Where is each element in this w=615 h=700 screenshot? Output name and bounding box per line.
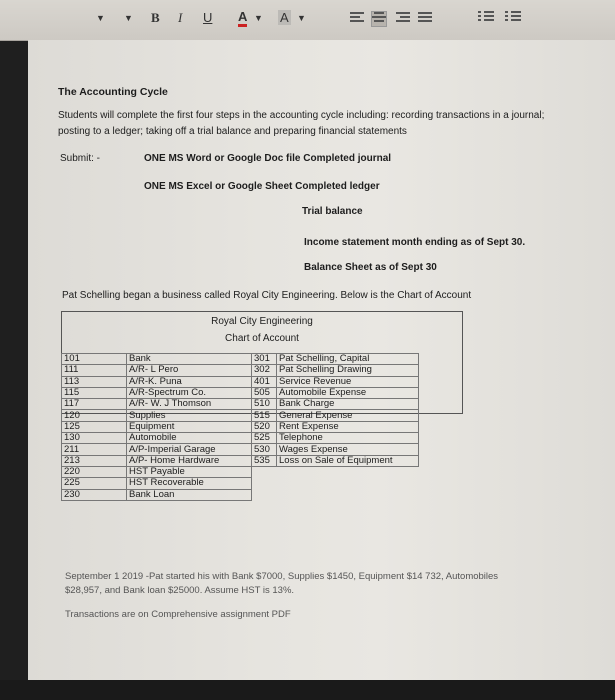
account-number: 510: [252, 399, 277, 410]
chart-of-accounts-table: [61, 353, 419, 501]
account-name: [277, 489, 419, 500]
table-row: [62, 455, 419, 466]
align-justify-icon[interactable]: [418, 12, 432, 26]
account-name: HST Payable: [127, 466, 252, 477]
account-number: 115: [62, 387, 127, 398]
account-name: A/P-Imperial Garage: [127, 444, 252, 455]
account-name: [277, 466, 419, 477]
account-name: Automobile Expense: [277, 387, 419, 398]
account-number: 130: [62, 433, 127, 444]
account-name: Wages Expense: [277, 444, 419, 455]
account-number: 113: [62, 376, 127, 387]
table-row: [62, 376, 419, 387]
table-row: [62, 354, 419, 365]
document-title: The Accounting Cycle: [58, 86, 168, 98]
intro-paragraph: Students will complete the first four steps in the accounting cycle including: recording transactions in a journal; posting to a ledger; taking off a trial balance and preparing financial statements: [58, 110, 545, 137]
account-name: Bank Loan: [127, 489, 252, 500]
transaction-details-continued: $28,957, and Bank loan $25000. Assume HST is 13%.: [65, 585, 295, 596]
document-page: [28, 40, 615, 680]
account-number: 302: [252, 365, 277, 376]
submission-item: Income statement month ending as of Sept 30.: [304, 237, 526, 248]
account-name: Bank: [127, 354, 252, 365]
account-name: A/R-Spectrum Co.: [127, 387, 252, 398]
table-row: [62, 478, 419, 489]
account-name: Equipment: [127, 421, 252, 432]
submission-item: ONE MS Word or Google Doc file Completed journal: [144, 153, 392, 164]
business-description: Pat Schelling began a business called Royal City Engineering. Below is the Chart of Account: [62, 290, 472, 301]
submission-item: ONE MS Excel or Google Sheet Completed ledger: [144, 181, 380, 192]
submit-label: Submit: -: [60, 153, 101, 164]
table-row: [62, 387, 419, 398]
account-name: Telephone: [277, 433, 419, 444]
account-name: HST Recoverable: [127, 478, 252, 489]
account-number: [252, 478, 277, 489]
account-number: 505: [252, 387, 277, 398]
account-name: Automobile: [127, 433, 252, 444]
font-color-button[interactable]: A: [238, 10, 247, 27]
account-name: A/R- W. J Thomson: [127, 399, 252, 410]
screen-bottom-edge: [0, 680, 615, 700]
account-number: 101: [62, 354, 127, 365]
account-name: Pat Schelling Drawing: [277, 365, 419, 376]
account-name: Supplies: [127, 410, 252, 421]
table-row: [62, 399, 419, 410]
account-name: A/R- L Pero: [127, 365, 252, 376]
bulleted-list-icon[interactable]: [505, 11, 521, 25]
transaction-details: September 1 2019 -Pat started his with Bank $7000, Supplies $1450, Equipment $14 732, Automobiles: [65, 571, 499, 582]
chevron-down-icon[interactable]: ▼: [124, 13, 133, 23]
numbered-list-icon[interactable]: [478, 11, 494, 25]
account-number: 211: [62, 444, 127, 455]
table-row: [62, 365, 419, 376]
submission-item: Balance Sheet as of Sept 30: [304, 262, 437, 273]
account-number: 515: [252, 410, 277, 421]
submission-item: Trial balance: [302, 206, 363, 217]
table-subtitle: Chart of Account: [225, 333, 299, 344]
account-number: 111: [62, 365, 127, 376]
account-number: 125: [62, 421, 127, 432]
account-number: 525: [252, 433, 277, 444]
account-name: Bank Charge: [277, 399, 419, 410]
chevron-down-icon[interactable]: ▼: [96, 13, 105, 23]
transactions-note: Transactions are on Comprehensive assignment PDF: [65, 609, 291, 620]
underline-button[interactable]: U: [203, 10, 213, 25]
account-name: Pat Schelling, Capital: [277, 354, 419, 365]
account-name: A/R-K. Puna: [127, 376, 252, 387]
account-number: 401: [252, 376, 277, 387]
chevron-down-icon[interactable]: ▼: [254, 13, 263, 23]
account-name: [277, 478, 419, 489]
align-left-icon[interactable]: [350, 12, 364, 26]
account-number: [252, 466, 277, 477]
account-name: A/P- Home Hardware: [127, 455, 252, 466]
account-number: 213: [62, 455, 127, 466]
account-number: 220: [62, 466, 127, 477]
account-number: 535: [252, 455, 277, 466]
account-number: 230: [62, 489, 127, 500]
table-row: [62, 489, 419, 500]
account-number: [252, 489, 277, 500]
formatting-toolbar: [0, 0, 615, 41]
table-row: [62, 433, 419, 444]
account-number: 120: [62, 410, 127, 421]
account-number: 117: [62, 399, 127, 410]
align-right-icon[interactable]: [396, 12, 410, 26]
italic-button[interactable]: I: [178, 10, 183, 25]
highlight-button[interactable]: A: [280, 10, 289, 25]
table-row: [62, 444, 419, 455]
bold-button[interactable]: B: [151, 10, 160, 25]
account-number: 530: [252, 444, 277, 455]
table-title: Royal City Engineering: [211, 316, 313, 327]
account-number: 301: [252, 354, 277, 365]
table-row: [62, 421, 419, 432]
account-name: Service Revenue: [277, 376, 419, 387]
account-name: General Expense: [277, 410, 419, 421]
chevron-down-icon[interactable]: ▼: [297, 13, 306, 23]
align-center-icon[interactable]: [372, 12, 386, 26]
table-row: [62, 410, 419, 421]
account-number: 225: [62, 478, 127, 489]
account-name: Loss on Sale of Equipment: [277, 455, 419, 466]
account-name: Rent Expense: [277, 421, 419, 432]
account-number: 520: [252, 421, 277, 432]
table-row: [62, 466, 419, 477]
